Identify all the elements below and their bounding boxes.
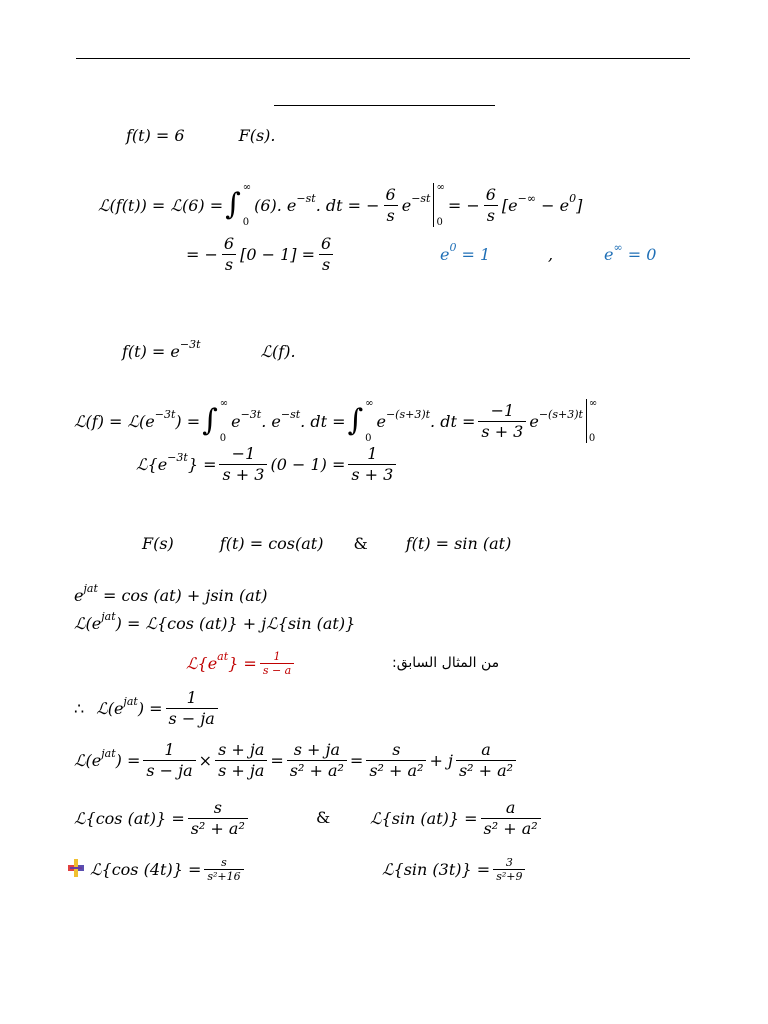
- ex1-exp-zero: 0: [569, 191, 577, 205]
- ex1-frac-6-s: $\frac{6}{s}$: [383, 185, 399, 226]
- eval-limits: ∞ 0: [436, 182, 445, 228]
- therefore-line: ∴ ℒ(e $^{jat}$ ) = $\frac{1}{s - ja}$: [74, 688, 221, 729]
- therefore-symbol: ∴: [74, 699, 85, 718]
- ex1-given: f(t) = 6: [126, 126, 185, 145]
- integral-limits: ∞ 0: [242, 182, 252, 228]
- ex2-frac-2: $\frac{-1}{s + 3}$: [219, 444, 267, 485]
- note-e-infinity: e ∞ = 0: [604, 241, 657, 264]
- bullet-icon: [68, 859, 84, 877]
- header-rule: [76, 58, 690, 59]
- ex2-lhs: ℒ(f) = ℒ(e: [74, 411, 155, 431]
- eval-bar: [433, 183, 434, 227]
- ex1-frac-6-s-3: $\frac{6}{s}$: [221, 234, 237, 275]
- example-cos4t: ℒ{cos (4t)} = $\frac{s}{\text{s²+16}}$: [90, 856, 247, 883]
- ex1-lhs: ℒ(f(t)) = ℒ(6) =: [98, 195, 224, 215]
- ex3-f1: f(t) = cos(at): [219, 534, 324, 553]
- integral-limits: ∞ 0: [219, 398, 229, 444]
- ex3-f2: f(t) = sin (at): [405, 534, 512, 553]
- previous-example-note: من المثال السابق:: [392, 655, 500, 671]
- ex2-equation-line2: ℒ{e $^{-3t}$ } = $\frac{-1}{s + 3}$ (0 − 1) = $\frac{1}{s + 3}$: [136, 444, 399, 485]
- multiply-conjugate-line: ℒ(e $^{jat}$ ) = $\frac{1}{s - ja}$ × $\frac{s + ja}{s + ja}$ = $\frac{s + ja}{\text{s² + a²}}$ = $\frac{s}{\text{s² + a²}}$ + j $\frac{a}{\text{s² + a²}}$: [74, 740, 519, 781]
- ex1-exp-neginf: −∞: [517, 191, 537, 205]
- ex2-statement: f(t) = e $^{-3t}$ ℒ(f).: [122, 338, 296, 361]
- eval-bar: [586, 399, 587, 443]
- ex1-dt: . dt = −: [315, 195, 380, 215]
- title-underline: [274, 105, 495, 106]
- ex1-line2-start: = −: [186, 245, 218, 264]
- prev-frac: $\frac{1}{s - a}$: [260, 650, 294, 677]
- ex1-minus-e: − e: [536, 195, 570, 215]
- ex1-frac-6-s-2: $\frac{6}{s}$: [483, 185, 499, 226]
- laplace-euler: ℒ(e $^{jat}$ ) = ℒ{cos (at)} + jℒ{sin (at)}: [74, 610, 356, 633]
- note-comma: ,: [548, 245, 554, 264]
- ex2-frac: $\frac{-1}{s + 3}$: [478, 401, 526, 442]
- ex1-eq2: = −: [447, 195, 480, 215]
- integral-sign: ∫: [225, 187, 241, 222]
- euler-formula: e $^{jat}$ = cos (at) + jsin (at): [74, 582, 268, 605]
- ex2-given: f(t) = e: [122, 342, 180, 361]
- integral-limits: ∞ 0: [365, 398, 374, 444]
- therefore-frac: $\frac{1}{s - ja}$: [166, 688, 218, 729]
- ex1-equation-line2: [186, 234, 337, 275]
- cos-result: ℒ{cos (at)} = $\frac{s}{\text{s² + a²}}$: [74, 798, 251, 839]
- ex3-find: F(s): [142, 534, 174, 553]
- ex3-statement: [142, 534, 511, 553]
- ex3-ampersand: &: [353, 534, 368, 553]
- ex1-eval-exp: −st: [411, 191, 431, 205]
- integral-sign: ∫: [347, 403, 364, 438]
- previous-result: ℒ{e $^{at}$ } = $\frac{1}{s - a}$: [186, 650, 297, 677]
- note-e-zero: e $^0$ = 1: [440, 241, 491, 264]
- ex1-bracket-close: ]: [576, 195, 583, 215]
- ex2-result: $\frac{1}{s + 3}$: [348, 444, 396, 485]
- integral-sign: ∫: [202, 403, 218, 438]
- ex1-integrand-exp: −st: [296, 191, 316, 205]
- ex1-integrand: (6). e: [254, 195, 297, 215]
- ex1-eval-e: e: [401, 195, 412, 215]
- ex1-result: $\frac{6}{s}$: [318, 234, 334, 275]
- ampersand: &: [316, 808, 331, 827]
- ex2-equation-line1: ℒ(f) = ℒ(e $^{-3t}$ ) = ∫ ∞ 0 e $^{-3t}$ . e $^{-st}$ . dt = ∫ ∞ 0 e $^{-(s+3)t}$ . dt = $\frac{-1}{s + 3}$ e $^{-(s+3)t}$ ∞ 0: [74, 398, 598, 444]
- ex2-find: ℒ(f).: [260, 342, 296, 361]
- eval-limits: ∞ 0: [588, 398, 598, 444]
- ex1-find: F(s).: [238, 126, 276, 145]
- ex1-statement: [126, 126, 275, 145]
- sin-result: ℒ{sin (at)} = $\frac{a}{\text{s² + a²}}$: [370, 798, 544, 839]
- ex1-bracket: [e: [501, 195, 518, 215]
- example-sin3t: ℒ{sin (3t)} = $\frac{3}{\text{s²+9}}$: [382, 856, 528, 883]
- ex1-equation-line1: [98, 182, 582, 228]
- ex1-line2-mid: [0 − 1] =: [240, 245, 316, 264]
